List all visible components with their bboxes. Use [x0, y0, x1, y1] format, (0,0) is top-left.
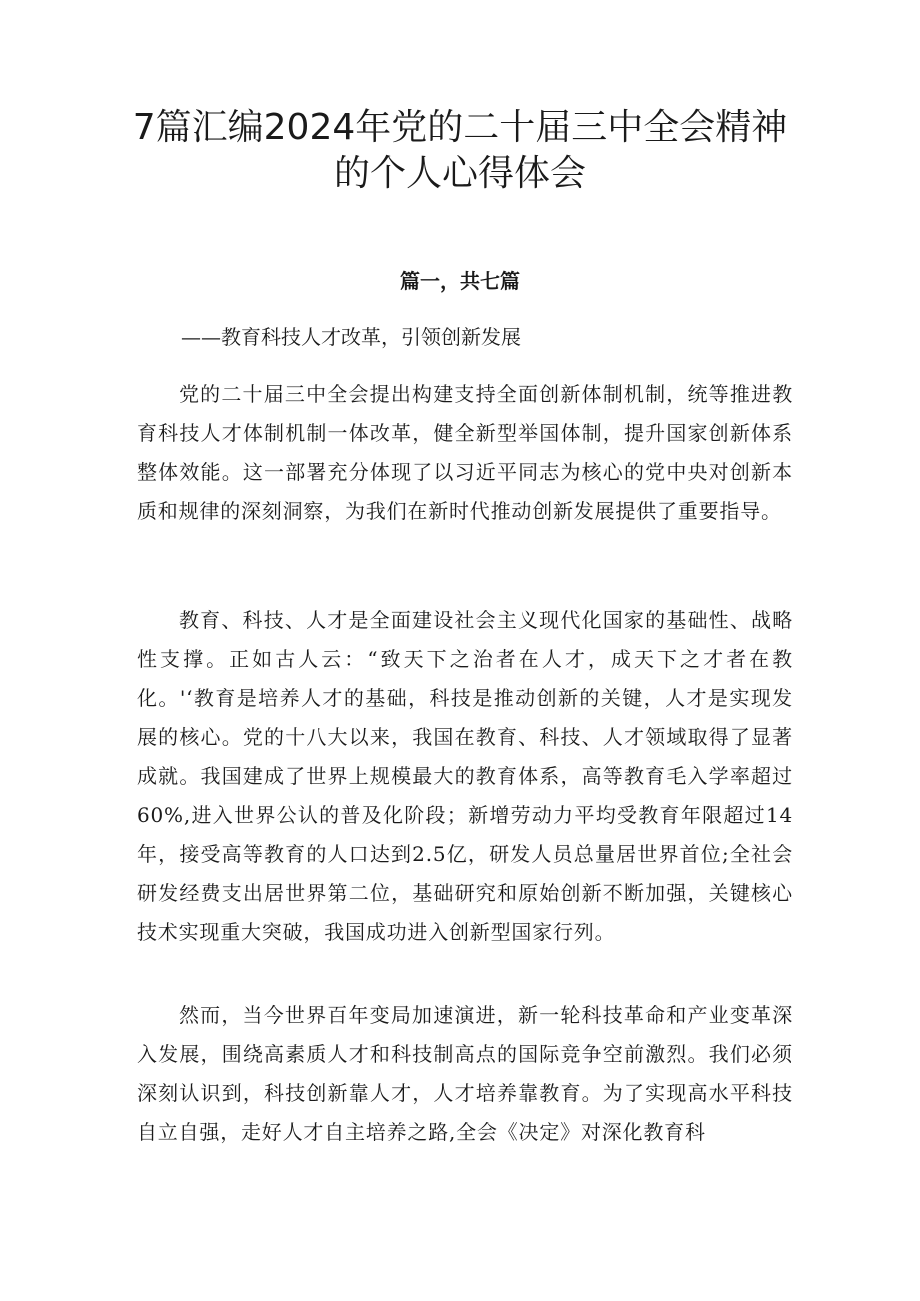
document-title-line-1: 7篇汇编2024年党的二十届三中全会精神 [132, 107, 788, 148]
document-title-line-2: 的个人心得体会 [333, 153, 586, 194]
paragraph-1: 党的二十届三中全会提出构建支持全面创新体制机制，统等推进教育科技人才体制机制一体改革，健全新型举国体制，提升国家创新体系整体效能。这一部署充分体现了以习近平同志为核心的党中央对创新本质和规律的深刻洞察，为我们在新时代推动创新发展提供了重要指导。 [137, 382, 793, 523]
paragraph-2: 教育、科技、人才是全面建设社会主义现代化国家的基础性、战略性支撑。正如古人云：“致天下之治者在人才，成天下之才者在教化。'‘教育是培养人才的基础，科技是推动创新的关键，人才是实现发展的核心。党的十八大以来，我国在教育、科技、人才领域取得了显著成就。我国建成了世界上规模最大的教育体系，高等教育毛入学率超过60%,进入世界公认的普及化阶段；新增劳动力平均受教育年限超过14年，接受高等教育的人口达到2.5亿，研发人员总量居世界首位;全社会研发经费支出居世界第二位，基础研究和原始创新不断加强，关键核心技术实现重大突破，我国成功进入创新型国家行列。 [137, 608, 793, 944]
section-heading: 篇一，共七篇 [400, 269, 520, 293]
paragraph-3: 然而，当今世界百年变局加速演进，新一轮科技革命和产业变革深入发展，围绕高素质人才和科技制高点的国际竞争空前激烈。我们必须深刻认识到，科技创新靠人才，人才培养靠教育。为了实现高水平科技自立自强，走好人才自主培养之路,全会《决定》对深化教育科 [137, 1003, 793, 1144]
section-subtitle: ——教育科技人才改革，引领创新发展 [181, 325, 521, 349]
